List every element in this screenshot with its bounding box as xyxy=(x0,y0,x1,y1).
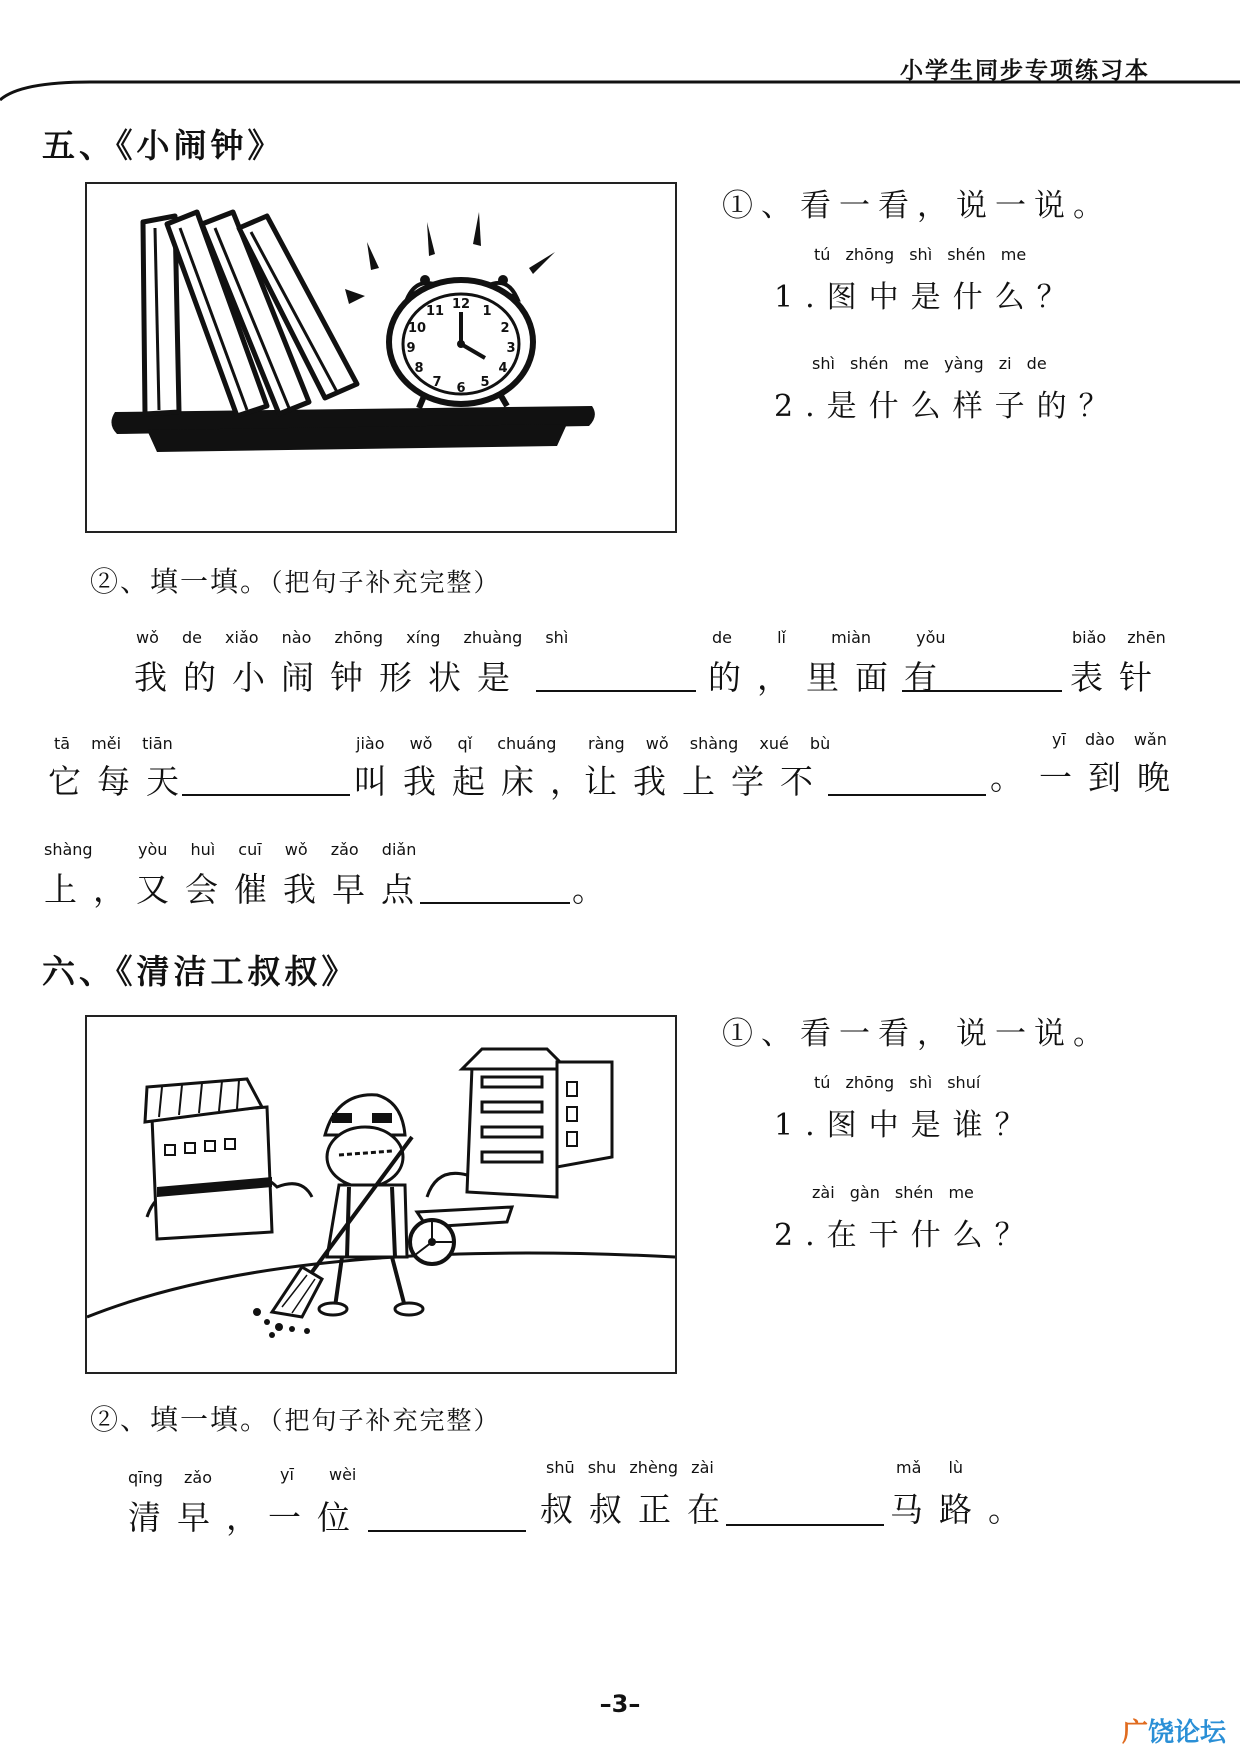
section6-task1-label: ①、看一看，说一说。 xyxy=(722,1016,1112,1052)
forum-watermark xyxy=(1122,1712,1226,1749)
clock-number-12: 12 xyxy=(451,297,471,312)
clock-number-3: 3 xyxy=(506,341,516,356)
clock-number-11: 11 xyxy=(425,304,445,319)
s6-l1-pinyin-c: shū shu zhèng zài xyxy=(546,1458,714,1477)
s6-l1-pinyin-b: yī wèi xyxy=(280,1465,357,1484)
section5-q1-pinyin: tú zhōng shì shén me xyxy=(814,245,1027,264)
clock-number-10: 10 xyxy=(407,321,427,336)
s5-l2-text-a: 它每天 xyxy=(48,762,195,801)
clock-number-8: 8 xyxy=(414,361,424,376)
clock-number-6: 6 xyxy=(456,381,466,396)
clock-number-2: 2 xyxy=(500,321,510,336)
section5-q2-text: 2.是什么样子的？ xyxy=(774,389,1121,424)
section6-q1-pinyin: tú zhōng shì shuí xyxy=(814,1073,981,1092)
s5-l2-pinyin-a: tā měi tiān xyxy=(54,734,173,753)
clock-number-9: 9 xyxy=(406,341,416,356)
s6-l1-pinyin-a: qīng zǎo xyxy=(128,1468,212,1487)
s5-l3-pinyin-b: yòu huì cuī wǒ zǎo diǎn xyxy=(138,840,417,859)
section6-title: 六、《清洁工叔叔》 xyxy=(42,952,359,991)
s5-l2-text-c: 让我上学不 xyxy=(584,762,829,801)
s6-l1-blank-1[interactable] xyxy=(368,1530,526,1532)
s5-l1-pinyin-c: biǎo zhēn xyxy=(1072,628,1166,647)
section5-task1-label: ①、看一看，说一说。 xyxy=(722,188,1112,224)
section5-title: 五、《小闹钟》 xyxy=(42,126,285,165)
watermark-first-char: 广 xyxy=(1121,1718,1148,1748)
clock-number-7: 7 xyxy=(432,375,442,390)
section6-q2-text: 2.在干什么？ xyxy=(774,1218,1037,1253)
section6-q2-pinyin: zài gàn shén me xyxy=(812,1183,974,1202)
section5-q1-text: 1.图中是什么？ xyxy=(774,280,1079,315)
s6-l1-text-d: 马路。 xyxy=(890,1490,1037,1529)
s5-l2-pinyin-c: ràng wǒ shàng xué bù xyxy=(588,734,831,753)
s5-l1-pinyin-a: wǒ de xiǎo nào zhōng xíng zhuàng shì xyxy=(136,628,569,647)
section6-task2-label xyxy=(90,1398,501,1438)
page-number: –3– xyxy=(599,1690,641,1718)
s5-l1-text-c: 表针 xyxy=(1070,658,1168,697)
alarm-clock-drawing xyxy=(87,184,675,531)
s5-l1-text-a: 我的小闹钟形状是 xyxy=(134,658,526,697)
s5-l2-text-b: 叫我起床， xyxy=(354,762,599,801)
s5-l3-text-a: 上， xyxy=(44,870,142,909)
book-title: 小学生同步专项练习本 xyxy=(900,58,1150,84)
watermark-rest: 饶论坛 xyxy=(1147,1718,1226,1748)
s5-l3-text-end: 。 xyxy=(572,870,621,909)
s5-l3-text-b: 又会催我早点 xyxy=(136,870,430,909)
section5-task2-title: ②、填一填。 xyxy=(90,565,271,598)
section5-task2-note: （把句子补充完整） xyxy=(270,568,501,597)
section5-task2-label xyxy=(90,560,501,600)
s6-l1-blank-2[interactable] xyxy=(726,1524,884,1526)
s5-l2-text-d: 。一到晚 xyxy=(990,758,1186,797)
s5-l3-pinyin-a: shàng xyxy=(44,840,93,859)
section6-task2-title: ②、填一填。 xyxy=(90,1403,271,1436)
s5-l1-text-b: 的，里面有 xyxy=(708,658,953,697)
s5-l2-pinyin-d: yī dào wǎn xyxy=(1052,730,1167,749)
s5-l1-blank-1[interactable] xyxy=(536,690,696,692)
s6-l1-text-b: 一位 xyxy=(268,1498,366,1537)
s5-l2-blank-2[interactable] xyxy=(828,794,986,796)
s5-l1-blank-2[interactable] xyxy=(902,690,1062,692)
s5-l3-blank-1[interactable] xyxy=(420,902,570,904)
alarm-clock-illustration xyxy=(85,182,677,533)
section6-q1-text: 1.图中是谁？ xyxy=(774,1108,1037,1143)
s5-l2-blank-1[interactable] xyxy=(182,794,350,796)
clock-number-5: 5 xyxy=(480,375,490,390)
street-cleaner-illustration xyxy=(85,1015,677,1374)
clock-number-1: 1 xyxy=(482,304,492,319)
s6-l1-text-c: 叔叔正在 xyxy=(540,1490,736,1529)
street-cleaner-drawing xyxy=(87,1017,675,1372)
s6-l1-text-a: 清早， xyxy=(128,1498,275,1537)
s5-l1-pinyin-b: de lǐ miàn yǒu xyxy=(712,628,946,647)
clock-number-4: 4 xyxy=(498,361,508,376)
section5-q2-pinyin: shì shén me yàng zi de xyxy=(812,354,1047,373)
s5-l2-pinyin-b: jiào wǒ qǐ chuáng xyxy=(356,734,557,753)
section6-task2-note: （把句子补充完整） xyxy=(270,1406,501,1435)
s6-l1-pinyin-d: mǎ lù xyxy=(896,1458,964,1477)
